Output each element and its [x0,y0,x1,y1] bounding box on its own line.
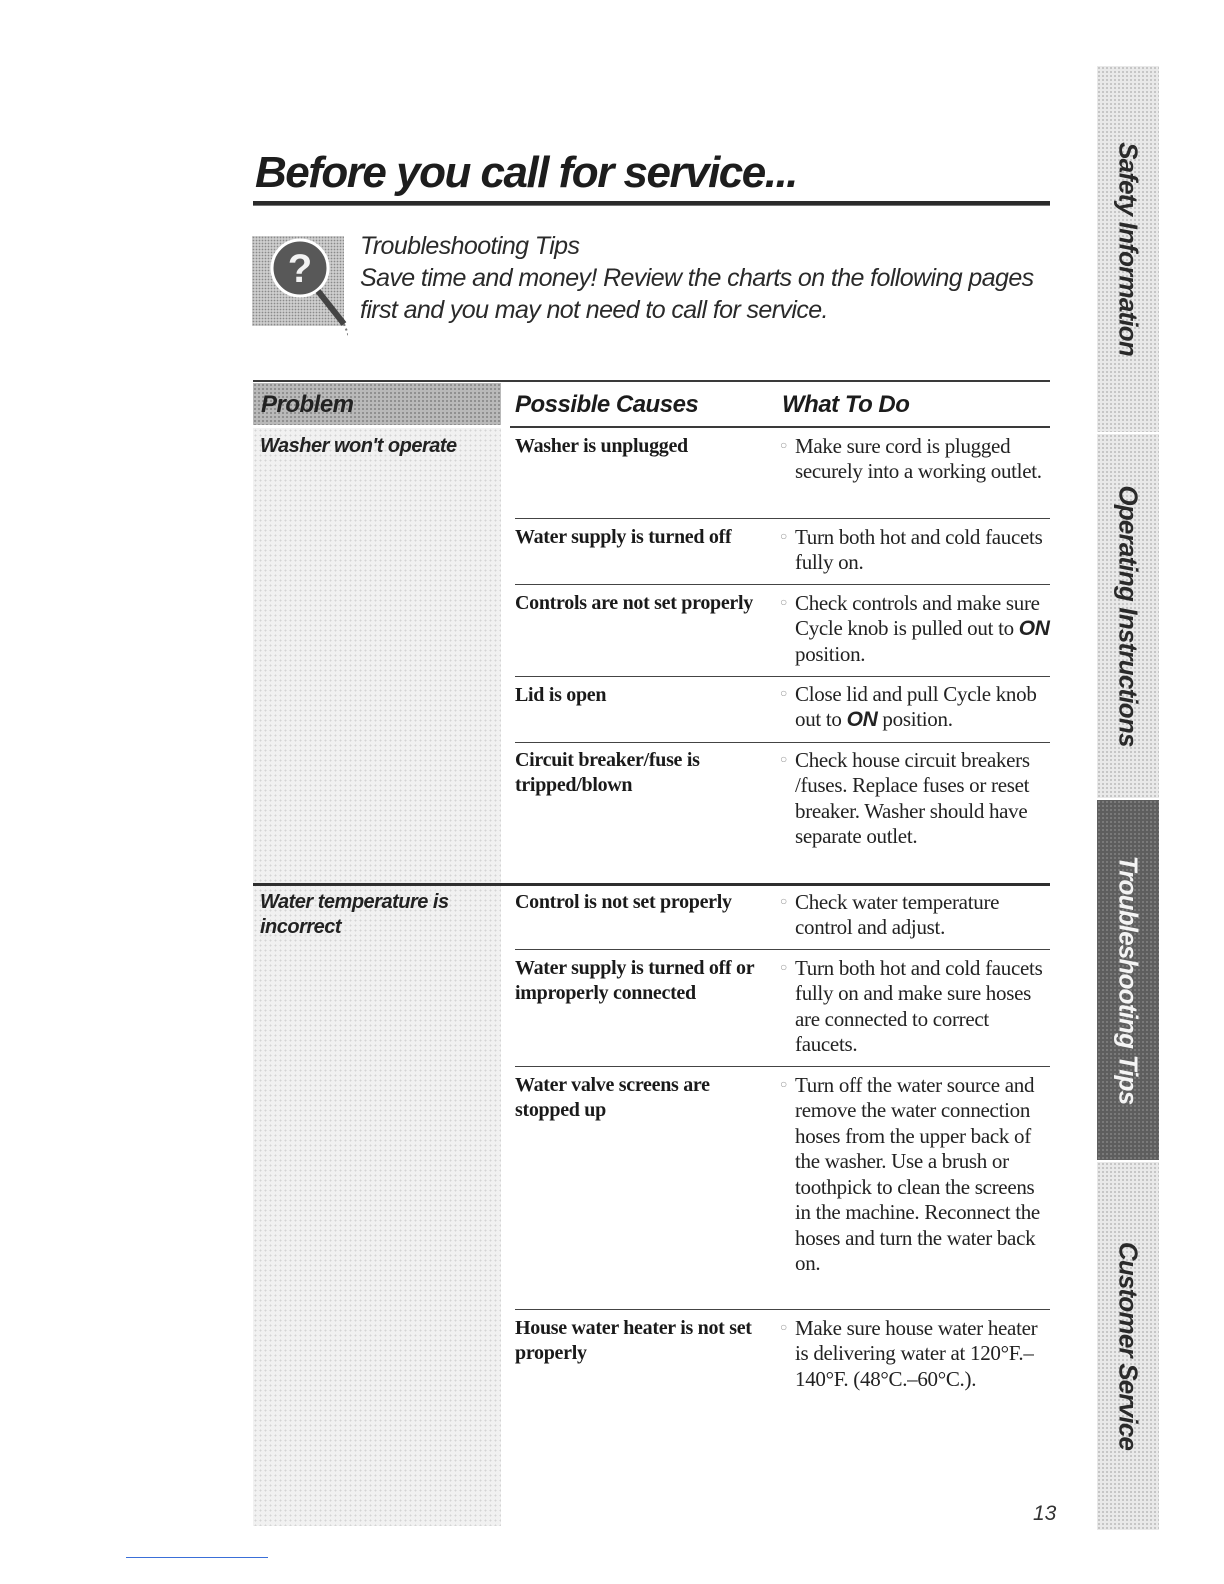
todo-text: ○ Check house circuit breakers /fuses. Replace fuses or reset breaker. Washer should have separate outlet. [780,747,1030,848]
cause-text: Circuit breaker/fuse is tripped/blown [515,749,700,796]
todo-text: ○ Turn off the water source and remove the water connection hoses from the upper back of the washer. Use a brush or toothpick to clean the screens in the machine. Reconnect the hoses and turn the water back on. [780,1072,1040,1275]
row-divider [515,742,1050,743]
tab-operating-instructions[interactable] [1097,434,1159,800]
bullet-icon: ○ [780,1320,787,1334]
bullet-icon: ○ [780,686,787,700]
tab-label: Troubleshooting Tips [1113,855,1144,1105]
row-divider [515,949,1050,950]
todo-text: ○ Turn both hot and cold faucets fully on. [780,524,1043,574]
problem-column-band [253,428,501,1526]
bullet-icon: ○ [780,894,787,908]
bullet-icon: ○ [780,438,787,452]
row-divider [515,518,1050,519]
tips-line-2: first and you may not need to call for service. [360,296,828,324]
row-divider [515,1066,1050,1067]
tab-customer-service[interactable] [1097,1162,1159,1532]
bullet-icon: ○ [780,595,787,609]
cause-text: Water supply is turned off [515,526,732,548]
svg-text:?: ? [287,247,313,291]
row-divider [515,584,1050,585]
todo-text: ○ Turn both hot and cold faucets fully on and make sure hoses are connected to correct faucets. [780,955,1043,1056]
bullet-icon: ○ [780,529,787,543]
cause-text: Control is not set properly [515,891,732,913]
problem-label: Water temperature is incorrect [260,891,449,938]
tips-line-1: Save time and money! Review the charts on the following pages [360,264,1034,292]
section-side-tabs [1097,66,1159,1530]
cause-text: House water heater is not set properly [515,1317,752,1364]
causes-column-header: Possible Causes [515,391,699,418]
group-divider [253,883,1050,886]
tab-troubleshooting-tips[interactable] [1097,800,1159,1162]
problem-header-label: Problem [261,391,354,418]
problem-column-header [253,383,501,425]
tab-label: Customer Service [1113,1241,1144,1451]
bullet-icon: ○ [780,752,787,766]
todo-text: ○ Make sure cord is plugged securely into a working outlet. [780,433,1042,483]
todo-column-header: What To Do [782,391,910,418]
todo-text: ○ Make sure house water heater is delivering water at 120°F.–140°F. (48°C.–60°C.). [780,1315,1038,1391]
todo-text: ○ Check water temperature control and adjust. [780,889,1000,939]
row-divider [515,676,1050,677]
problem-label: Washer won't operate [260,435,457,457]
page-number: 13 [1033,1502,1057,1525]
bullet-icon: ○ [780,1077,787,1091]
bullet-icon: ○ [780,960,787,974]
question-magnifier-icon [252,236,348,366]
todo-text: ○ Check controls and make sure Cycle knob is pulled out to ON position. [780,590,1050,666]
title-rule [253,201,1050,206]
cause-text: Water supply is turned off or improperly connected [515,957,754,1004]
row-divider [515,1309,1050,1310]
cause-text: Washer is unplugged [515,435,688,457]
tab-label: Safety Information [1113,142,1144,356]
page-title: Before you call for service... [255,148,797,197]
tips-heading: Troubleshooting Tips [360,232,580,260]
tab-label: Operating Instructions [1113,485,1144,747]
cause-text: Lid is open [515,684,607,706]
tab-safety-information[interactable] [1097,66,1159,434]
troubleshooting-tips-intro [360,230,1060,326]
link-underline [126,1557,268,1558]
cause-text: Water valve screens are stopped up [515,1074,710,1121]
header-bottom-rule [510,426,1050,428]
todo-text: ○ Close lid and pull Cycle knob out to ON position. [780,681,1037,731]
cause-text: Controls are not set properly [515,592,753,614]
table-top-rule [253,380,1050,382]
